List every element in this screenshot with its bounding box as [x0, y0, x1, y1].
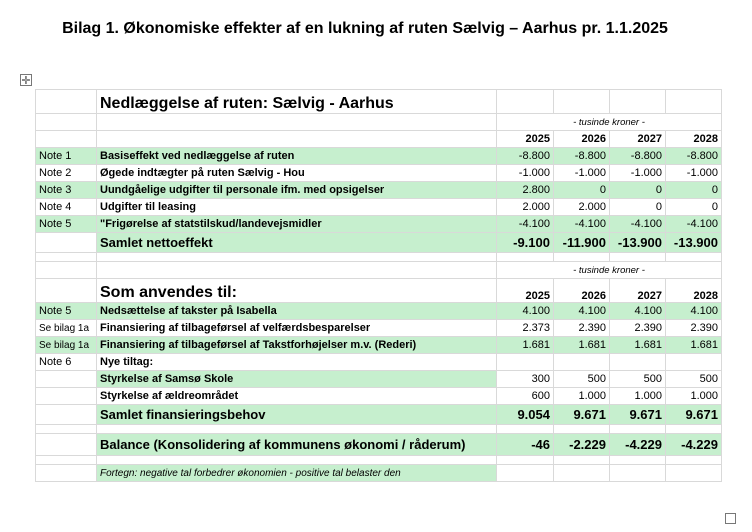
balance-label: Balance (Konsolidering af kommunens økonomi / råderum) [97, 434, 497, 456]
year-2028: 2028 [666, 131, 722, 148]
row-value: -4.100 [497, 216, 554, 233]
section2-heading: Som anvendes til: [97, 279, 497, 303]
row-value: 1.681 [554, 337, 610, 354]
row-value: 500 [610, 371, 666, 388]
unit-label: - tusinde kroner - [497, 114, 722, 131]
table-row [36, 216, 722, 233]
total-row-financing [36, 405, 722, 425]
row-value: -8.800 [497, 148, 554, 165]
row-note [36, 388, 97, 405]
spacer-row [36, 253, 722, 262]
row-value: -1.000 [554, 165, 610, 182]
row-note: Note 6 [36, 354, 97, 371]
row-value: 1.681 [497, 337, 554, 354]
row-note [36, 371, 97, 388]
row-value: 4.100 [554, 303, 610, 320]
row-note: Se bilag 1a [36, 320, 97, 337]
row-value: -8.800 [554, 148, 610, 165]
unit-row [36, 262, 722, 279]
row-value: -4.100 [666, 216, 722, 233]
row-value: 4.100 [497, 303, 554, 320]
row-label: Øgede indtægter på ruten Sælvig - Hou [97, 165, 497, 182]
total-value: 9.054 [497, 405, 554, 425]
year-2028: 2028 [666, 279, 722, 303]
row-value: -4.100 [610, 216, 666, 233]
table-resize-handle-icon[interactable] [725, 513, 736, 524]
row-value: -1.000 [497, 165, 554, 182]
table-row [36, 165, 722, 182]
table-row [36, 199, 722, 216]
row-value: 2.000 [497, 199, 554, 216]
unit-row [36, 114, 722, 131]
row-value: 0 [610, 199, 666, 216]
row-value: 0 [554, 182, 610, 199]
total-label: Samlet finansieringsbehov [97, 405, 497, 425]
row-value: 2.000 [554, 199, 610, 216]
row-value: 2.800 [497, 182, 554, 199]
year-2026: 2026 [554, 279, 610, 303]
row-label: Finansiering af tilbageførsel af Takstforhøjelser m.v. (Rederi) [97, 337, 497, 354]
footnote-row [36, 465, 722, 482]
row-value: 4.100 [666, 303, 722, 320]
row-value [554, 354, 610, 371]
year-header-row [36, 131, 722, 148]
balance-value: -46 [497, 434, 554, 456]
year-2025: 2025 [497, 131, 554, 148]
total-value: 9.671 [610, 405, 666, 425]
row-note: Note 5 [36, 216, 97, 233]
row-label: Finansiering af tilbageførsel af velfærdsbesparelser [97, 320, 497, 337]
spacer-row [36, 425, 722, 434]
economic-effects-table [35, 89, 722, 482]
row-value: 2.390 [554, 320, 610, 337]
table-row [36, 182, 722, 199]
total-value: -9.100 [497, 233, 554, 253]
row-value: 500 [666, 371, 722, 388]
row-value: 2.390 [666, 320, 722, 337]
row-value [666, 354, 722, 371]
row-value: 1.000 [610, 388, 666, 405]
row-value: 1.000 [554, 388, 610, 405]
footnote: Fortegn: negative tal forbedrer økonomien - positive tal belaster den [97, 465, 497, 482]
row-value: 0 [666, 199, 722, 216]
table-move-handle-icon[interactable]: ✛ [21, 75, 31, 87]
balance-value: -2.229 [554, 434, 610, 456]
table-row [36, 371, 722, 388]
total-value: -11.900 [554, 233, 610, 253]
row-note: Note 1 [36, 148, 97, 165]
row-value: -8.800 [610, 148, 666, 165]
year-2027: 2027 [610, 131, 666, 148]
table-row [36, 148, 722, 165]
row-label: "Frigørelse af statstilskud/landevejsmidler [97, 216, 497, 233]
row-value: 0 [666, 182, 722, 199]
table-row [36, 388, 722, 405]
total-label: Samlet nettoeffekt [97, 233, 497, 253]
row-value: 600 [497, 388, 554, 405]
row-value: 500 [554, 371, 610, 388]
row-label: Styrkelse af Samsø Skole [97, 371, 497, 388]
total-value: 9.671 [666, 405, 722, 425]
row-note: Note 4 [36, 199, 97, 216]
balance-row [36, 434, 722, 456]
document-title: Bilag 1. Økonomiske effekter af en lukning af ruten Sælvig – Aarhus pr. 1.1.2025 [62, 20, 668, 37]
row-value: 4.100 [610, 303, 666, 320]
table-row [36, 303, 722, 320]
row-value: 1.000 [666, 388, 722, 405]
row-value: 300 [497, 371, 554, 388]
row-value: 2.373 [497, 320, 554, 337]
year-2026: 2026 [554, 131, 610, 148]
row-value: 1.681 [610, 337, 666, 354]
unit-label: - tusinde kroner - [497, 262, 722, 279]
total-value: 9.671 [554, 405, 610, 425]
year-2025: 2025 [497, 279, 554, 303]
row-label: Styrkelse af ældreområdet [97, 388, 497, 405]
row-value: 0 [610, 182, 666, 199]
row-value: 2.390 [610, 320, 666, 337]
row-value [497, 354, 554, 371]
row-label: Udgifter til leasing [97, 199, 497, 216]
year-2027: 2027 [610, 279, 666, 303]
spacer-row [36, 456, 722, 465]
row-note: Note 2 [36, 165, 97, 182]
row-note: Se bilag 1a [36, 337, 97, 354]
row-value: 1.681 [666, 337, 722, 354]
row-value: -1.000 [610, 165, 666, 182]
total-value: -13.900 [666, 233, 722, 253]
total-value: -13.900 [610, 233, 666, 253]
row-label: Nye tiltag: [97, 354, 497, 371]
table-row [36, 337, 722, 354]
section1-heading: Nedlæggelse af ruten: Sælvig - Aarhus [97, 90, 497, 114]
section1-heading-row [36, 90, 722, 114]
table-row [36, 354, 722, 371]
row-value: -4.100 [554, 216, 610, 233]
section2-heading-row [36, 279, 722, 303]
total-row-net-effect [36, 233, 722, 253]
row-note: Note 5 [36, 303, 97, 320]
row-value: -1.000 [666, 165, 722, 182]
balance-value: -4.229 [610, 434, 666, 456]
row-label: Basiseffekt ved nedlæggelse af ruten [97, 148, 497, 165]
row-note: Note 3 [36, 182, 97, 199]
row-label: Uundgåelige udgifter til personale ifm. med opsigelser [97, 182, 497, 199]
balance-value: -4.229 [666, 434, 722, 456]
row-value: -8.800 [666, 148, 722, 165]
row-value [610, 354, 666, 371]
row-label: Nedsættelse af takster på Isabella [97, 303, 497, 320]
table-row [36, 320, 722, 337]
